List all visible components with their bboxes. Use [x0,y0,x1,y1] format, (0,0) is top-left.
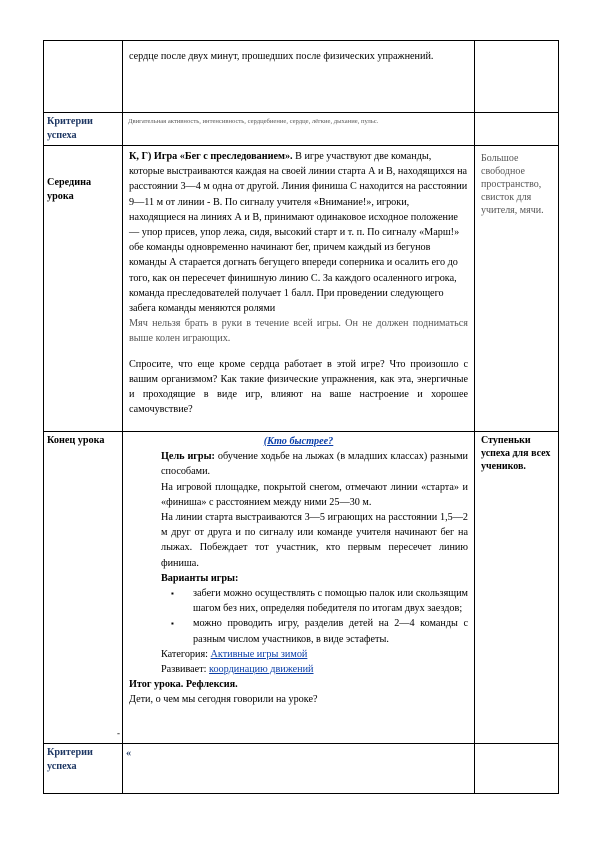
label-cell [44,113,123,146]
list-item: ▪ можно проводить игру, разделив детей на 2—4 команды с разным числом участников, в виде эстафеты. [193,616,468,646]
content-cell [123,432,475,744]
row-label: Середина урока [47,177,92,202]
criteria-keywords: Двигательная активность, интенсивность, сердцебиение, сердце, лёгкие, дыхание, пульс. [128,118,379,125]
game-description [129,149,468,316]
category-label: Категория: [161,648,208,660]
table-row [44,432,559,744]
row-label: Конец урока [47,435,105,446]
heart-text: сердце после двух минут, прошедших после физических упражнений. [129,51,434,62]
goal-text: обучение ходьбе на лыжах (в младших классах) разными способами. [161,451,468,478]
reflection-question: Дети, о чем мы сегодня говорили на уроке? [129,694,318,706]
resources-cell [475,744,559,794]
variants-list [129,586,468,647]
resources-cell [475,146,559,432]
content-cell [123,146,475,432]
summary-line: Итог урока. Рефлексия. [129,679,238,691]
label-cell [44,432,123,744]
table-row [44,744,559,794]
rules-paragraph: На линии старта выстраиваются 3—5 играющих на расстоянии 1,5—2 м друг от друга и по сигналу или команде учителя начинают бег на лыжах. Побеждает тот участник, кто первым пересечет линию финиша. [161,512,468,569]
table-row [44,113,559,146]
resources-text: Большое свободное пространство, свисток для учителя, мячи. [481,153,544,216]
goal-label: Цель игры: [161,451,215,463]
variants-label: Варианты игры: [161,572,239,584]
game-title: К, Г) Игра «Бег с преследованием». [129,151,293,162]
resources-cell [475,41,559,113]
develops-label: Развивает: [161,664,207,676]
game-goal [129,449,468,479]
content-cell [123,744,475,794]
category-link[interactable]: Активные игры зимой [210,648,308,660]
category-line [129,647,468,662]
label-cell [44,41,123,113]
content-cell [123,41,475,113]
develops-link[interactable]: координацию движений [209,664,314,676]
outline-marker: - [117,728,120,738]
ball-rule: Мяч нельзя брать в руки в течение всей игры. Он не должен подниматься выше колен играющих. [129,318,468,345]
game-title-link[interactable]: (Кто быстрее? [263,436,334,447]
discussion-question: Спросите, что еще кроме сердца работает в этой игре? Что произошло с вашим организмом? Как такие физические упражнения, как эта, энергичные и проходящие в виде игр, влияют на ваше настроение и хорошее самочувствие? [129,358,468,416]
lesson-plan-table [43,40,559,794]
setup-paragraph: На игровой площадке, покрытой снегом, отмечают линии «старта» и «финиша» с расстоянием между ними 25—30 м. [161,481,468,508]
resources-cell [475,113,559,146]
criteria-text: « [126,748,132,759]
develops-line [129,662,468,677]
game-rules: В игре участвуют две команды, которые выстраиваются каждая на своей линии старта А и В, находящихся на расстоянии 3—4 м одна от другой. Линия финиша С находится на расстоянии 9—11 м от линии - В. По сигналу учителя «Внимание!», игроки, находящиеся на линиях А и В, принимают одинаковое исходное положение — упор присев, упор лежа, сидя, высокий старт и т. п. По сигналу «Марш!» обе команды одновременно начинают бег, причем каждый из бегунов команды А старается догнать бегущего впереди соперника и осалить его до того, как он пересечет финишную линию С. За каждого осаленного игрока, команда преследователей получает 1 балл. При проведении следующего забега команды меняются ролями [129,151,468,315]
content-cell [123,113,475,146]
list-item: ▪ забеги можно осуществлять с помощью палок или скользящим шагом без них, определяя победителя по итогам двух заездов; [193,586,468,616]
game-title-line [129,434,468,449]
table-row [44,41,559,113]
label-cell [44,146,123,432]
label-cell [44,744,123,794]
table-row [44,146,559,432]
row-label: Критерии успеха [47,747,93,772]
resources-text: Ступеньки успеха для всех учеников. [481,435,551,472]
row-label: Критерии успеха [47,116,93,141]
resources-cell [475,432,559,744]
